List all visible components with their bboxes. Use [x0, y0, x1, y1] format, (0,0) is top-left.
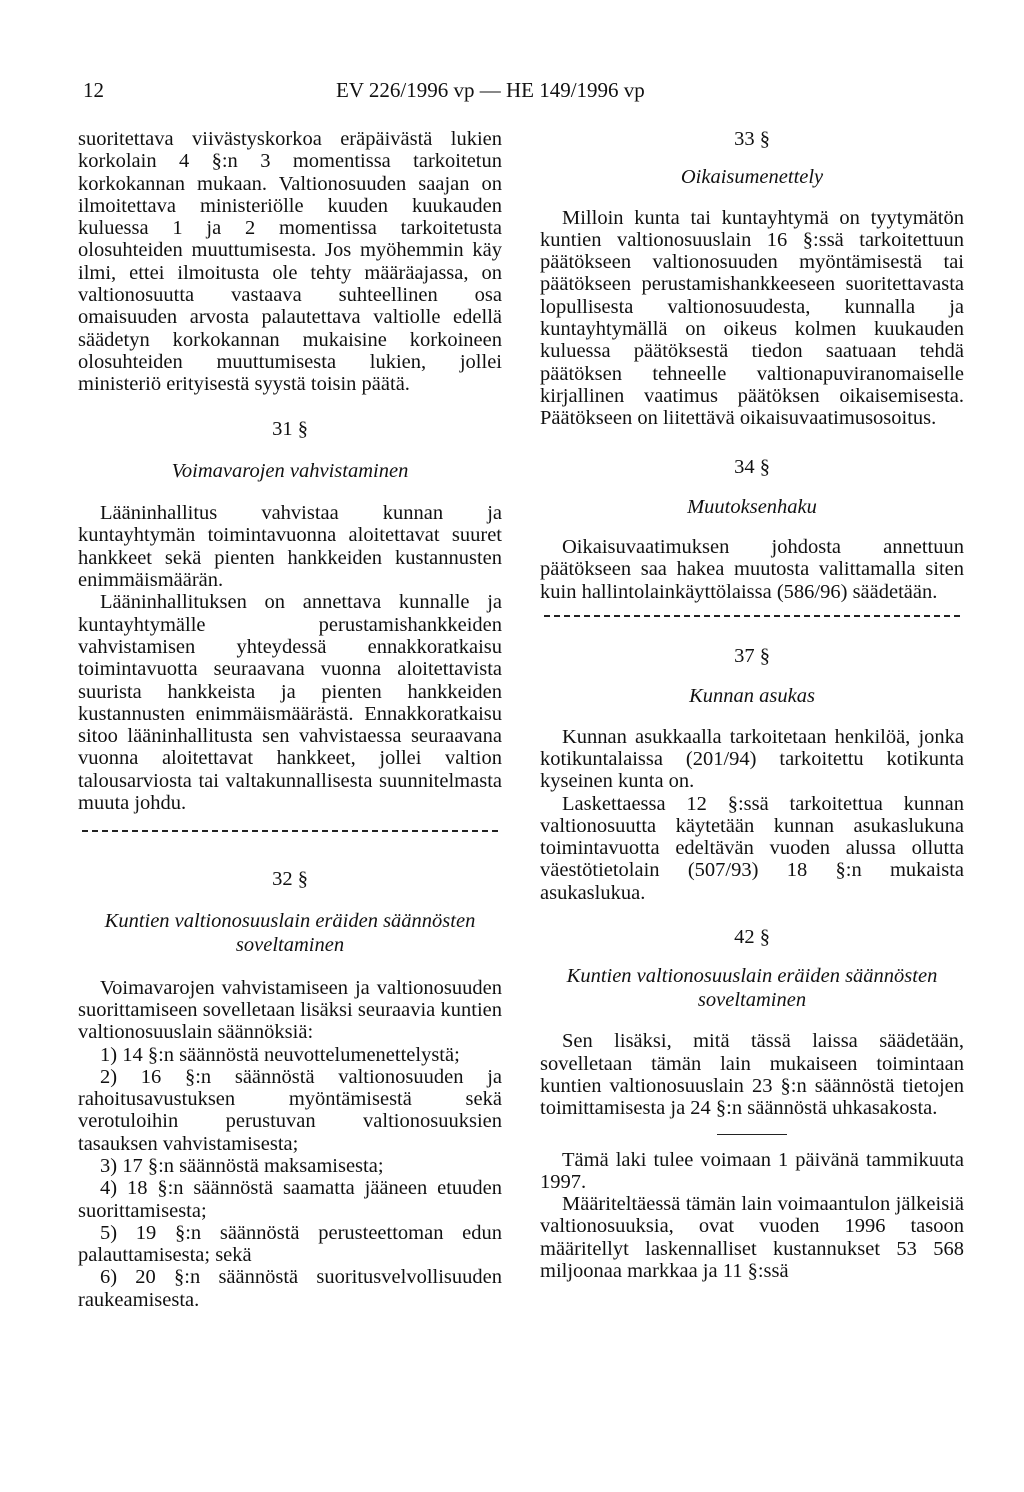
right-column	[540, 128, 964, 1282]
page-header	[83, 78, 943, 108]
section-37-paragraph-1: Kunnan asukkaalla tarkoitetaan henkilöä, jonka kotikuntalaissa (201/94) tarkoitettu kotikunta kyseinen kunta on.	[540, 725, 964, 793]
section-32-list-item: 6) 20 §:n säännöstä suoritusvelvollisuuden raukeamisesta.	[78, 1266, 502, 1311]
left-column	[78, 128, 502, 1311]
section-37-paragraph-2: Laskettaessa 12 §:ssä tarkoitettua kunnan valtionosuutta käytetään kunnan asukaslukuna toimintavuotta edeltävän vuoden alussa ollutta väestötietolain (507/93) 18 §:n mukaista asukaslukua.	[540, 792, 964, 904]
section-42-paragraph-1: Sen lisäksi, mitä tässä laissa säädetään, sovelletaan tämän lain mukaiseen toimintaan kuntien valtionosuuslain 23 §:n säännöstä tietojen toimittamisesta ja 24 §:n säännöstä uhkasakosta.	[540, 1030, 964, 1120]
section-32-list-item: 1) 14 §:n säännöstä neuvottelumenettelystä;	[100, 1043, 460, 1066]
section-31-title: Voimavarojen vahvistaminen	[171, 459, 409, 482]
section-31-paragraph-2: Lääninhallituksen on annettava kunnalle ja kuntayhtymälle perustamishankkeiden vahvistamisen yhteydessä ennakkoratkaisu toimintavuotta seuraavana vuonna aloitettavista suurista hankkeista ja pienten hankkeiden kustannusten enimmäismäärästä. Ennakkoratkaisu sitoo lääninhallitusta sen vahvistaessa seuraavana vuonna aloitettavat hankkeet, jollei valtion talousarviosta tai valtakunnallisesta suunnitelmasta muuta johdu.	[78, 591, 502, 815]
running-head: EV 226/1996 vp — HE 149/1996 vp	[336, 78, 645, 102]
enactment-paragraph: Tämä laki tulee voimaan 1 päivänä tammikuuta 1997.	[540, 1148, 964, 1193]
page-number: 12	[83, 78, 104, 102]
intro-paragraph: suoritettava viivästyskorkoa eräpäivästä lukien korkolain 4 §:n 3 momentissa tarkoitetun korkokannan mukaan. Valtionosuuden saajan on ilmoitettava ministeriölle kuuden kuukauden kuluessa 1 ja 2 momentissa tarkoitetusta olosuhteiden muuttumisesta. Jos myöhemmin käy ilmi, ettei ilmoitusta ole tehty määräajassa, on valtionosuutta vastaava suhteellinen osa omaisuuden arvosta palautettava valtiolle edellä säädetyn korkokannan mukaisine korkoineen olosuhteiden muuttumisesta lukien, jollei ministeriö erityisestä syystä toisin päätä.	[78, 128, 502, 396]
section-37-title: Kunnan asukas	[689, 685, 815, 708]
section-34-title: Muutoksenhaku	[687, 495, 817, 518]
section-32-list-item: 5) 19 §:n säännöstä perusteettoman edun palauttamisesta; sekä	[78, 1221, 502, 1267]
section-34-paragraph-1: Oikaisuvaatimuksen johdosta annettuun päätökseen saa hakea muutosta valittamalla siten kuin hallintolainkäyttölaissa (586/96) säädetään.	[540, 536, 964, 603]
section-33-title: Oikaisumenettely	[680, 166, 824, 189]
section-32-title: Kuntien valtionosuuslain eräiden säännösten soveltaminen	[104, 909, 476, 956]
section-42-title: Kuntien valtionosuuslain eräiden säännösten soveltaminen	[566, 965, 938, 1012]
section-32-list-item: 4) 18 §:n säännöstä saamatta jääneen etuuden suorittamisesta;	[78, 1177, 502, 1222]
section-42-number: 42 §	[734, 926, 770, 949]
section-37-number: 37 §	[734, 645, 770, 668]
section-34-number: 34 §	[734, 455, 770, 478]
section-33-paragraph-1: Milloin kunta tai kuntayhtymä on tyytymätön kuntien valtionosuuslain 16 §:ssä tarkoitettuun päätökseen valtionosuuden myöntämisestä tai päätökseen perustamishankkeeseen suoritettavasta lopullisesta valtionosuudesta, kunnalla ja kuntayhtymällä on oikeus kolmen kuukauden kuluessa päätöksestä tiedon saatuaan tehdä päätöksen tehneelle valtionapuviranomaiselle kirjallinen vaatimus päätöksen oikaisemisesta. Päätökseen on liitettävä oikaisuvaatimusosoitus.	[540, 206, 964, 430]
section-31-number: 31 §	[272, 417, 308, 440]
section-31-paragraph-1: Lääninhallitus vahvistaa kunnan ja kuntayhtymän toimintavuonna aloitettavat suuret hankkeet sekä pienten hankkeiden kustannusten enimmäismäärän.	[78, 502, 502, 592]
section-32-paragraph-1: Voimavarojen vahvistamiseen ja valtionosuuden suorittamiseen sovelletaan lisäksi seuraavia kuntien valtionosuuslain säännöksiä:	[78, 976, 502, 1044]
section-32-list-item: 3) 17 §:n säännöstä maksamisesta;	[100, 1154, 384, 1177]
transition-paragraph: Määriteltäessä tämän lain voimaantulon jälkeisiä valtionosuuksia, ovat vuoden 1996 tasoon määritellyt laskennalliset kustannukset 53 568 miljoonaa markkaa ja 11 §:ssä	[540, 1193, 964, 1282]
section-32-list-item: 2) 16 §:n säännöstä valtionosuuden ja rahoitusavustuksen myöntämisestä sekä verotuloihin perustuvan valtionosuuksien tasauksen vahvistamisesta;	[78, 1065, 502, 1155]
section-33-number: 33 §	[734, 128, 770, 150]
section-32-number: 32 §	[272, 868, 308, 891]
